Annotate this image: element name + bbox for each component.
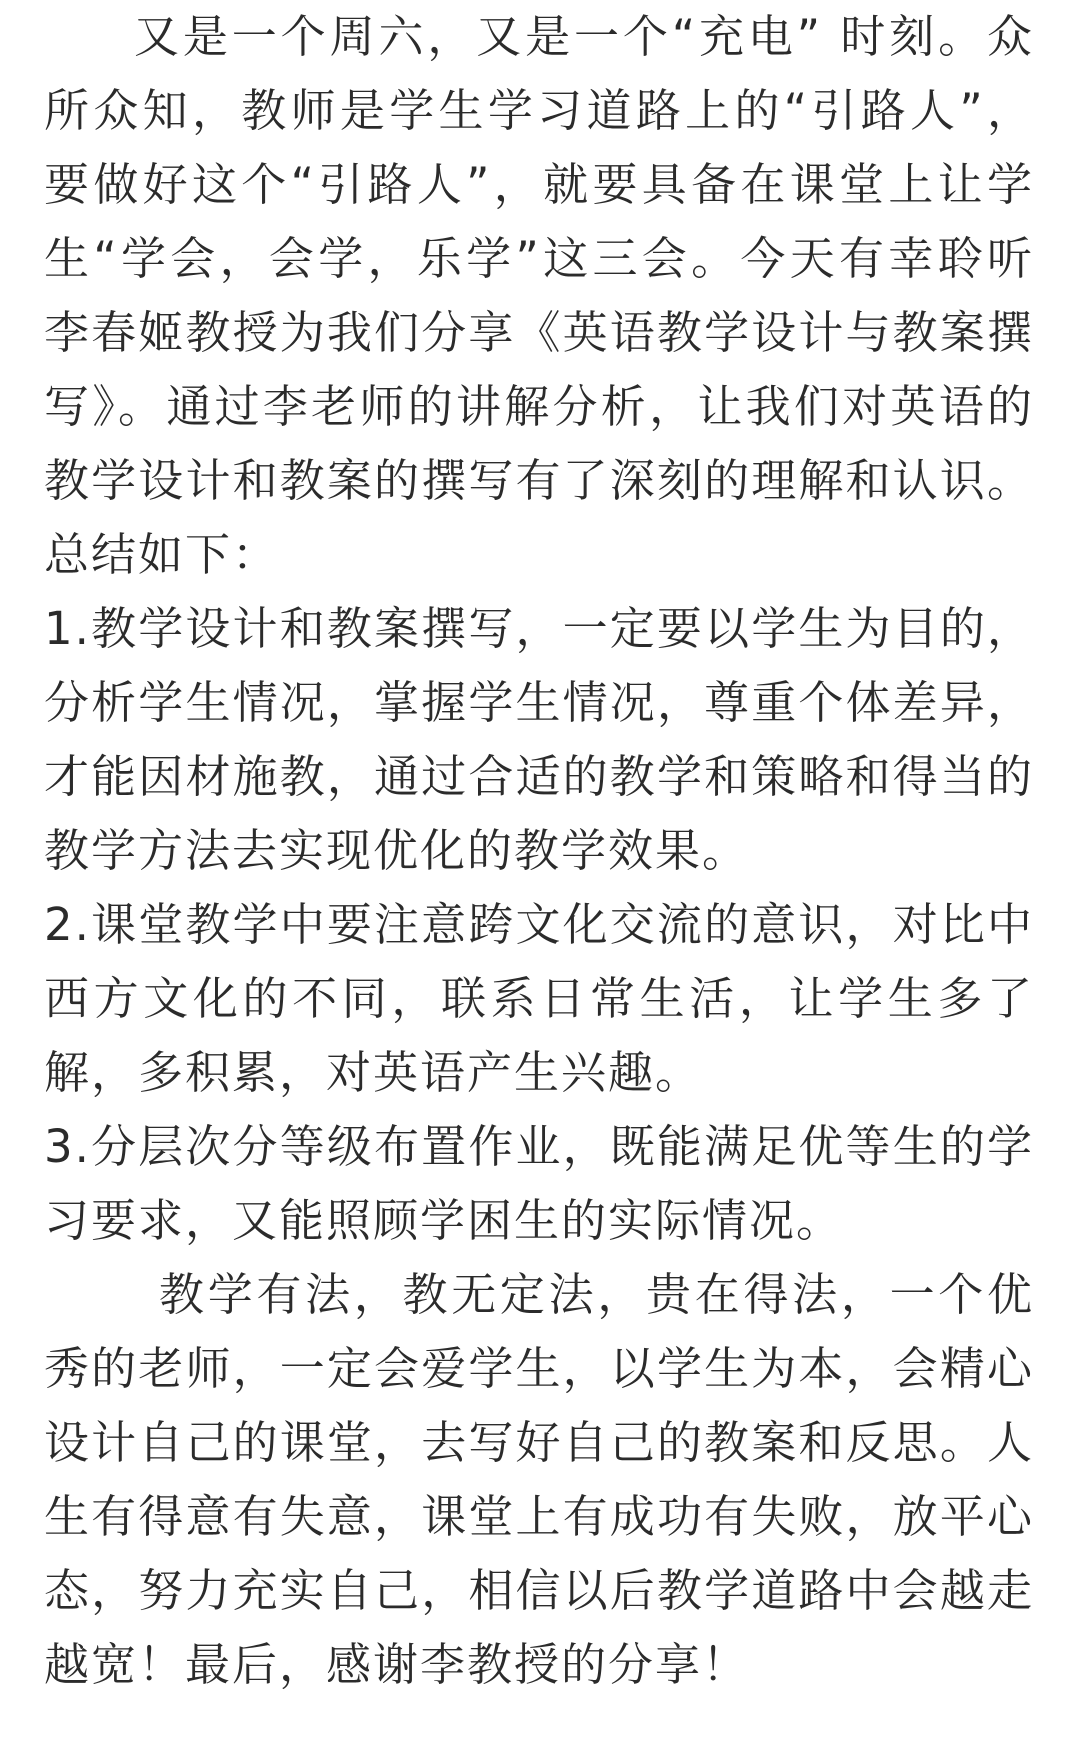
- point-3-paragraph: 3.分层次分等级布置作业，既能满足优等生的学习要求，又能照顾学困生的实际情况。: [44, 1120, 1034, 1247]
- point-1-paragraph: 1.教学设计和教案撰写，一定要以学生为目的，分析学生情况，掌握学生情况，尊重个体差异，才能因材施教，通过合适的教学和策略和得当的教学方法去实现优化的教学效果。: [44, 602, 1034, 877]
- conclusion-paragraph: 教学有法，教无定法，贵在得法，一个优秀的老师，一定会爱学生，以学生为本，会精心设计自己的课堂，去写好自己的教案和反思。人生有得意有失意，课堂上有成功有失败，放平心态，努力充实自己，相信以后教学道路中会越走越宽！最后，感谢李教授的分享！: [44, 1268, 1034, 1691]
- intro-paragraph: 又是一个周六，又是一个“充电” 时刻。众所众知，教师是学生学习道路上的“引路人”，要做好这个“引路人”，就要具备在课堂上让学生“学会，会学，乐学”这三会。今天有幸聆听李春姬教授为我们分享《英语教学设计与教案撰写》。通过李老师的讲解分析，让我们对英语的教学设计和教案的撰写有了深刻的理解和认识。总结如下：: [44, 10, 1034, 581]
- point-2-paragraph: 2.课堂教学中要注意跨文化交流的意识，对比中西方文化的不同，联系日常生活，让学生多了解，多积累，对英语产生兴趣。: [44, 898, 1034, 1099]
- article-body: [44, 0, 1034, 1702]
